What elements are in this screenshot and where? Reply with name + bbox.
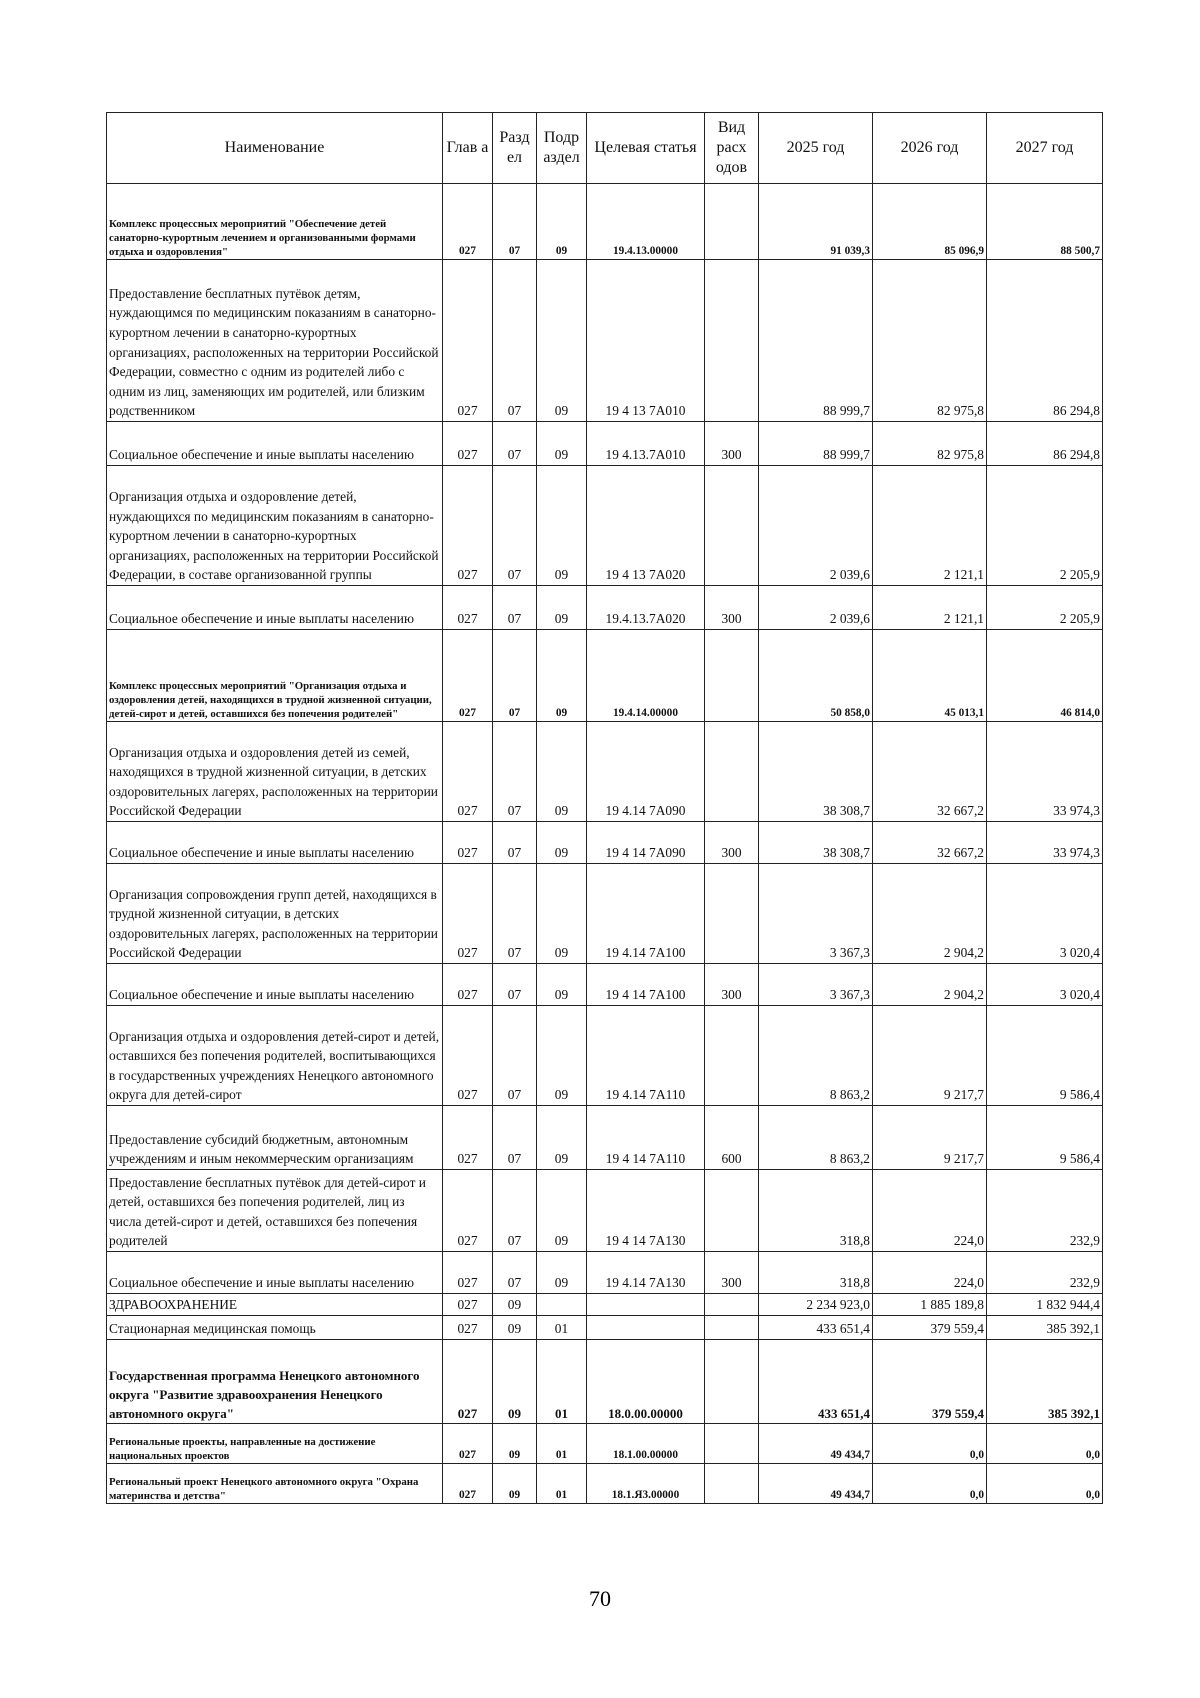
cell-name: Организация сопровождения групп детей, находящихся в трудной жизненной ситуации, в детских оздоровительных лагерях, расположенных на территории Российской Федерации xyxy=(107,864,443,964)
cell-podrazdel: 09 xyxy=(537,184,587,260)
cell-2026: 45 013,1 xyxy=(873,630,987,722)
cell-target: 19 4.13.7А010 xyxy=(587,422,705,466)
cell-target: 18.1.00.00000 xyxy=(587,1424,705,1464)
cell-vid xyxy=(705,260,759,422)
cell-vid xyxy=(705,1170,759,1252)
cell-2027: 1 832 944,4 xyxy=(987,1294,1103,1316)
header-target: Целевая статья xyxy=(587,113,705,184)
table-row xyxy=(107,964,1103,1006)
cell-name: Социальное обеспечение и иные выплаты населению xyxy=(107,1252,443,1294)
cell-vid xyxy=(705,1464,759,1504)
cell-glava: 027 xyxy=(443,1106,493,1170)
cell-2027: 232,9 xyxy=(987,1170,1103,1252)
cell-2026: 224,0 xyxy=(873,1252,987,1294)
cell-2027: 3 020,4 xyxy=(987,964,1103,1006)
cell-razdel: 07 xyxy=(493,1252,537,1294)
cell-2026: 224,0 xyxy=(873,1170,987,1252)
cell-name: Комплекс процессных мероприятий "Обеспечение детей санаторно-курортным лечением и организованными формами отдыха и оздоровления" xyxy=(107,184,443,260)
cell-target: 19.4.13.7А020 xyxy=(587,586,705,630)
cell-podrazdel: 01 xyxy=(537,1424,587,1464)
cell-2025: 38 308,7 xyxy=(759,722,873,822)
header-name: Наименование xyxy=(107,113,443,184)
cell-glava: 027 xyxy=(443,260,493,422)
cell-vid xyxy=(705,1340,759,1424)
header-2025: 2025 год xyxy=(759,113,873,184)
cell-2025: 2 039,6 xyxy=(759,466,873,586)
cell-glava: 027 xyxy=(443,1424,493,1464)
header-2026: 2026 год xyxy=(873,113,987,184)
table-row xyxy=(107,422,1103,466)
cell-2027: 0,0 xyxy=(987,1424,1103,1464)
cell-glava: 027 xyxy=(443,422,493,466)
cell-2025: 49 434,7 xyxy=(759,1464,873,1504)
cell-vid: 300 xyxy=(705,964,759,1006)
cell-2027: 9 586,4 xyxy=(987,1006,1103,1106)
table-header-row xyxy=(107,113,1103,184)
cell-podrazdel: 09 xyxy=(537,422,587,466)
cell-glava: 027 xyxy=(443,1294,493,1316)
table-row xyxy=(107,1252,1103,1294)
cell-name: Комплекс процессных мероприятий "Организация отдыха и оздоровления детей, находящихся в трудной жизненной ситуации, детей-сирот и детей, оставшихся без попечения родителей" xyxy=(107,630,443,722)
cell-2027: 2 205,9 xyxy=(987,466,1103,586)
cell-name: Стационарная медицинская помощь xyxy=(107,1316,443,1340)
cell-2027: 33 974,3 xyxy=(987,822,1103,864)
cell-2025: 38 308,7 xyxy=(759,822,873,864)
cell-podrazdel: 09 xyxy=(537,630,587,722)
cell-target: 19 4.14 7А100 xyxy=(587,864,705,964)
cell-2026: 82 975,8 xyxy=(873,260,987,422)
cell-2027: 385 392,1 xyxy=(987,1340,1103,1424)
cell-2025: 3 367,3 xyxy=(759,964,873,1006)
cell-name: Социальное обеспечение и иные выплаты населению xyxy=(107,586,443,630)
table-row xyxy=(107,260,1103,422)
cell-target: 19.4.13.00000 xyxy=(587,184,705,260)
cell-razdel: 07 xyxy=(493,630,537,722)
cell-name: Социальное обеспечение и иные выплаты населению xyxy=(107,964,443,1006)
cell-target: 19 4.14 7А090 xyxy=(587,722,705,822)
cell-razdel: 07 xyxy=(493,586,537,630)
cell-2025: 433 651,4 xyxy=(759,1316,873,1340)
page-number: 70 xyxy=(589,1586,611,1611)
cell-podrazdel: 01 xyxy=(537,1316,587,1340)
table-row xyxy=(107,1424,1103,1464)
table-row xyxy=(107,586,1103,630)
cell-2027: 3 020,4 xyxy=(987,864,1103,964)
cell-name: Предоставление субсидий бюджетным, автономным учреждениям и иным некоммерческим организациям xyxy=(107,1106,443,1170)
cell-name: Социальное обеспечение и иные выплаты населению xyxy=(107,822,443,864)
cell-vid: 600 xyxy=(705,1106,759,1170)
cell-2027: 46 814,0 xyxy=(987,630,1103,722)
cell-vid xyxy=(705,1316,759,1340)
cell-target: 19 4 13 7А020 xyxy=(587,466,705,586)
cell-podrazdel: 09 xyxy=(537,722,587,822)
cell-name: Предоставление бесплатных путёвок детям, нуждающимся по медицинским показаниям в санаторно-курортном лечении в санаторно-курортных организациях, расположенных на территории Российской Федерации, совместно с одним из родителей либо с одним из лиц, заменяющих им родителей, или близким родственником xyxy=(107,260,443,422)
cell-2026: 379 559,4 xyxy=(873,1340,987,1424)
cell-vid xyxy=(705,630,759,722)
header-2027: 2027 год xyxy=(987,113,1103,184)
table-row xyxy=(107,1106,1103,1170)
cell-2027: 88 500,7 xyxy=(987,184,1103,260)
cell-2026: 9 217,7 xyxy=(873,1106,987,1170)
cell-target: 19 4 14 7А090 xyxy=(587,822,705,864)
cell-2026: 32 667,2 xyxy=(873,822,987,864)
cell-razdel: 09 xyxy=(493,1424,537,1464)
cell-name: Организация отдыха и оздоровления детей из семей, находящихся в трудной жизненной ситуации, в детских оздоровительных лагерях, расположенных на территории Российской Федерации xyxy=(107,722,443,822)
cell-target: 19 4 14 7А100 xyxy=(587,964,705,1006)
cell-2026: 9 217,7 xyxy=(873,1006,987,1106)
cell-podrazdel: 09 xyxy=(537,1252,587,1294)
cell-2026: 1 885 189,8 xyxy=(873,1294,987,1316)
header-vid: Вид расх одов xyxy=(705,113,759,184)
table-row xyxy=(107,1006,1103,1106)
table-row xyxy=(107,864,1103,964)
cell-vid xyxy=(705,466,759,586)
cell-razdel: 07 xyxy=(493,1006,537,1106)
cell-razdel: 07 xyxy=(493,260,537,422)
cell-2026: 2 904,2 xyxy=(873,964,987,1006)
cell-razdel: 07 xyxy=(493,184,537,260)
cell-razdel: 07 xyxy=(493,864,537,964)
cell-2027: 86 294,8 xyxy=(987,422,1103,466)
cell-name: Организация отдыха и оздоровления детей-сирот и детей, оставшихся без попечения родителей, воспитывающихся в государственных учреждениях Ненецкого автономного округа для детей-сирот xyxy=(107,1006,443,1106)
cell-podrazdel: 09 xyxy=(537,586,587,630)
cell-2025: 50 858,0 xyxy=(759,630,873,722)
table-row xyxy=(107,1340,1103,1424)
cell-name: ЗДРАВООХРАНЕНИЕ xyxy=(107,1294,443,1316)
cell-razdel: 09 xyxy=(493,1340,537,1424)
cell-2025: 318,8 xyxy=(759,1170,873,1252)
cell-podrazdel: 09 xyxy=(537,1006,587,1106)
cell-2025: 91 039,3 xyxy=(759,184,873,260)
cell-2026: 2 121,1 xyxy=(873,466,987,586)
cell-vid xyxy=(705,722,759,822)
cell-2027: 9 586,4 xyxy=(987,1106,1103,1170)
cell-glava: 027 xyxy=(443,1340,493,1424)
cell-2027: 86 294,8 xyxy=(987,260,1103,422)
table-row xyxy=(107,184,1103,260)
cell-2027: 385 392,1 xyxy=(987,1316,1103,1340)
cell-podrazdel: 09 xyxy=(537,466,587,586)
table-row xyxy=(107,1316,1103,1340)
cell-2025: 318,8 xyxy=(759,1252,873,1294)
cell-name: Организация отдыха и оздоровление детей, нуждающихся по медицинским показаниям в санаторно-курортном лечении в санаторно-курортных организациях, расположенных на территории Российской Федерации, в составе организованной группы xyxy=(107,466,443,586)
table-row xyxy=(107,1294,1103,1316)
table-row xyxy=(107,822,1103,864)
cell-2025: 2 039,6 xyxy=(759,586,873,630)
cell-razdel: 09 xyxy=(493,1294,537,1316)
cell-2025: 8 863,2 xyxy=(759,1106,873,1170)
cell-vid xyxy=(705,1006,759,1106)
cell-glava: 027 xyxy=(443,1006,493,1106)
cell-2025: 88 999,7 xyxy=(759,260,873,422)
cell-vid xyxy=(705,184,759,260)
cell-podrazdel: 09 xyxy=(537,822,587,864)
cell-glava: 027 xyxy=(443,864,493,964)
table-row xyxy=(107,630,1103,722)
cell-2027: 2 205,9 xyxy=(987,586,1103,630)
cell-2026: 2 904,2 xyxy=(873,864,987,964)
cell-glava: 027 xyxy=(443,630,493,722)
cell-2025: 2 234 923,0 xyxy=(759,1294,873,1316)
cell-2026: 0,0 xyxy=(873,1464,987,1504)
table-row xyxy=(107,1464,1103,1504)
cell-2026: 379 559,4 xyxy=(873,1316,987,1340)
cell-podrazdel: 01 xyxy=(537,1340,587,1424)
cell-2027: 0,0 xyxy=(987,1464,1103,1504)
cell-glava: 027 xyxy=(443,964,493,1006)
cell-2025: 8 863,2 xyxy=(759,1006,873,1106)
cell-name: Региональный проект Ненецкого автономного округа "Охрана материнства и детства" xyxy=(107,1464,443,1504)
cell-vid xyxy=(705,1294,759,1316)
cell-2025: 49 434,7 xyxy=(759,1424,873,1464)
cell-target: 18.0.00.00000 xyxy=(587,1340,705,1424)
cell-podrazdel xyxy=(537,1294,587,1316)
cell-vid: 300 xyxy=(705,422,759,466)
cell-vid: 300 xyxy=(705,586,759,630)
cell-2025: 433 651,4 xyxy=(759,1340,873,1424)
cell-name: Социальное обеспечение и иные выплаты населению xyxy=(107,422,443,466)
cell-podrazdel: 09 xyxy=(537,864,587,964)
cell-vid xyxy=(705,864,759,964)
cell-glava: 027 xyxy=(443,722,493,822)
cell-2025: 88 999,7 xyxy=(759,422,873,466)
cell-target: 19 4 14 7А130 xyxy=(587,1170,705,1252)
table-row xyxy=(107,466,1103,586)
table-row xyxy=(107,1170,1103,1252)
cell-razdel: 07 xyxy=(493,1170,537,1252)
cell-target xyxy=(587,1294,705,1316)
cell-razdel: 07 xyxy=(493,422,537,466)
cell-razdel: 07 xyxy=(493,964,537,1006)
cell-podrazdel: 09 xyxy=(537,964,587,1006)
cell-razdel: 09 xyxy=(493,1316,537,1340)
table-row xyxy=(107,722,1103,822)
cell-2026: 85 096,9 xyxy=(873,184,987,260)
cell-glava: 027 xyxy=(443,1170,493,1252)
cell-razdel: 07 xyxy=(493,822,537,864)
cell-glava: 027 xyxy=(443,586,493,630)
cell-podrazdel: 09 xyxy=(537,1170,587,1252)
cell-podrazdel: 09 xyxy=(537,260,587,422)
cell-target: 18.1.Я3.00000 xyxy=(587,1464,705,1504)
cell-target xyxy=(587,1316,705,1340)
cell-vid: 300 xyxy=(705,822,759,864)
cell-target: 19 4 13 7А010 xyxy=(587,260,705,422)
header-razdel: Разд ел xyxy=(493,113,537,184)
cell-2027: 232,9 xyxy=(987,1252,1103,1294)
cell-2026: 0,0 xyxy=(873,1424,987,1464)
cell-vid xyxy=(705,1424,759,1464)
cell-target: 19 4.14 7А110 xyxy=(587,1006,705,1106)
cell-podrazdel: 01 xyxy=(537,1464,587,1504)
cell-razdel: 07 xyxy=(493,1106,537,1170)
cell-name: Предоставление бесплатных путёвок для детей-сирот и детей, оставшихся без попечения родителей, лиц из числа детей-сирот и детей, оставшихся без попечения родителей xyxy=(107,1170,443,1252)
cell-razdel: 09 xyxy=(493,1464,537,1504)
cell-name: Региональные проекты, направленные на достижение национальных проектов xyxy=(107,1424,443,1464)
cell-target: 19 4.14 7А130 xyxy=(587,1252,705,1294)
cell-glava: 027 xyxy=(443,184,493,260)
cell-2025: 3 367,3 xyxy=(759,864,873,964)
cell-target: 19 4 14 7А110 xyxy=(587,1106,705,1170)
header-glava: Глав а xyxy=(443,113,493,184)
cell-2026: 82 975,8 xyxy=(873,422,987,466)
cell-glava: 027 xyxy=(443,1316,493,1340)
cell-glava: 027 xyxy=(443,1252,493,1294)
cell-razdel: 07 xyxy=(493,722,537,822)
cell-target: 19.4.14.00000 xyxy=(587,630,705,722)
cell-glava: 027 xyxy=(443,466,493,586)
cell-glava: 027 xyxy=(443,1464,493,1504)
cell-2026: 32 667,2 xyxy=(873,722,987,822)
cell-name: Государственная программа Ненецкого автономного округа "Развитие здравоохранения Ненецкого автономного округа" xyxy=(107,1340,443,1424)
cell-podrazdel: 09 xyxy=(537,1106,587,1170)
cell-vid: 300 xyxy=(705,1252,759,1294)
header-podrazdel: Подр аздел xyxy=(537,113,587,184)
cell-razdel: 07 xyxy=(493,466,537,586)
cell-2026: 2 121,1 xyxy=(873,586,987,630)
cell-2027: 33 974,3 xyxy=(987,722,1103,822)
budget-table xyxy=(106,112,1103,1504)
cell-glava: 027 xyxy=(443,822,493,864)
